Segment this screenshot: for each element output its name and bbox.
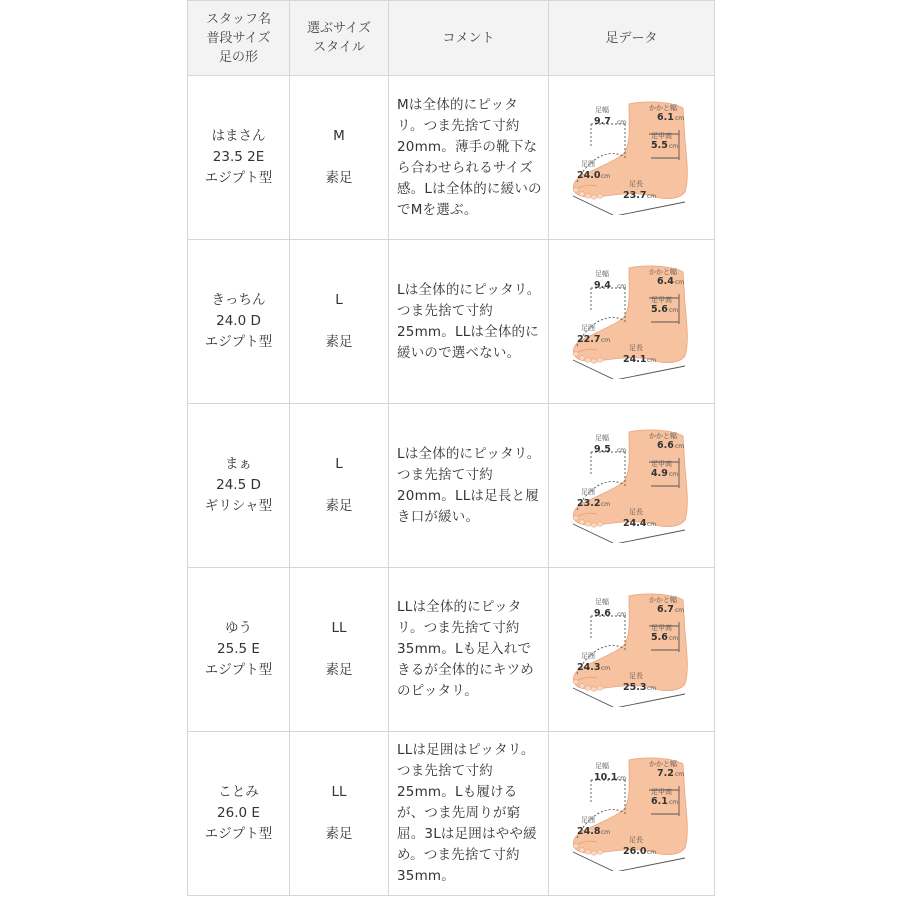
girth-unit: cm	[600, 501, 610, 508]
length-value: 24.1	[622, 354, 646, 365]
instep-value: 6.1	[650, 796, 668, 807]
comment-cell: LLは全体的にピッタリ。つま先捨て寸約35mm。Lも足入れできるが全体的にキツめのピッタリ。	[389, 568, 549, 732]
length-value: 25.3	[622, 682, 646, 693]
heel-unit: cm	[674, 607, 684, 614]
length-label: 足長	[628, 672, 643, 680]
instep-label: 足甲高	[650, 132, 672, 140]
width-value: 9.4	[593, 280, 611, 291]
heel-unit: cm	[674, 115, 684, 122]
size-style-cell	[290, 404, 389, 568]
staff-cell: ことみ 26.0 E エジプト型	[188, 732, 290, 896]
foot-diagram	[567, 756, 697, 871]
instep-unit: cm	[668, 143, 678, 150]
width-label: 足幅	[594, 106, 609, 114]
foot-diagram	[567, 428, 697, 543]
table-row	[188, 240, 715, 404]
table-row	[188, 76, 715, 240]
instep-value: 4.9	[650, 468, 668, 479]
width-label: 足幅	[594, 598, 609, 606]
heel-label: かかと幅	[648, 596, 677, 604]
size-value: LL	[331, 620, 347, 636]
instep-value: 5.6	[650, 632, 668, 643]
foot-data-cell	[549, 240, 715, 404]
header-comment: コメント	[389, 1, 549, 76]
width-value: 9.7	[593, 116, 611, 127]
length-label: 足長	[628, 180, 643, 188]
comment-cell: Lは全体的にピッタリ。つま先捨て寸約20mm。LLは足長と履き口が緩い。	[389, 404, 549, 568]
girth-unit: cm	[600, 829, 610, 836]
girth-unit: cm	[600, 665, 610, 672]
girth-value: 23.2	[576, 498, 600, 509]
staff-cell: きっちん 24.0 D エジプト型	[188, 240, 290, 404]
foot-data-cell	[549, 732, 715, 896]
width-unit: cm	[616, 119, 626, 126]
size-value: LL	[331, 784, 347, 800]
width-value: 9.5	[593, 444, 611, 455]
instep-label: 足甲高	[650, 460, 672, 468]
table-row	[188, 568, 715, 732]
width-label: 足幅	[594, 762, 609, 770]
foot-data-cell	[549, 568, 715, 732]
girth-unit: cm	[600, 337, 610, 344]
foot-diagram	[567, 100, 697, 215]
width-unit: cm	[616, 283, 626, 290]
style-value: 素足	[325, 662, 353, 678]
girth-label: 足囲	[580, 160, 595, 168]
size-value: L	[335, 456, 343, 472]
length-value: 24.4	[622, 518, 646, 529]
heel-label: かかと幅	[648, 432, 677, 440]
width-unit: cm	[616, 775, 626, 782]
header-size-style: 選ぶサイズ スタイル	[290, 1, 389, 76]
width-unit: cm	[616, 447, 626, 454]
heel-value: 7.2	[656, 768, 674, 779]
width-unit: cm	[616, 611, 626, 618]
instep-unit: cm	[668, 471, 678, 478]
size-style-cell	[290, 568, 389, 732]
length-unit: cm	[646, 193, 656, 200]
staff-cell: はまさん 23.5 2E エジプト型	[188, 76, 290, 240]
length-unit: cm	[646, 357, 656, 364]
girth-value: 24.0	[576, 170, 600, 181]
foot-data-cell	[549, 76, 715, 240]
instep-label: 足甲高	[650, 296, 672, 304]
girth-unit: cm	[600, 173, 610, 180]
table-row	[188, 404, 715, 568]
staff-cell: まぁ 24.5 D ギリシャ型	[188, 404, 290, 568]
heel-value: 6.1	[656, 112, 674, 123]
girth-label: 足囲	[580, 488, 595, 496]
style-value: 素足	[325, 334, 353, 350]
instep-label: 足甲高	[650, 624, 672, 632]
comment-cell: Lは全体的にピッタリ。つま先捨て寸約25mm。LLは全体的に緩いので選べない。	[389, 240, 549, 404]
foot-diagram	[567, 592, 697, 707]
width-value: 10.1	[593, 772, 617, 783]
length-value: 23.7	[622, 190, 646, 201]
foot-data-cell	[549, 404, 715, 568]
size-style-cell	[290, 240, 389, 404]
instep-unit: cm	[668, 799, 678, 806]
size-value: L	[335, 292, 343, 308]
heel-unit: cm	[674, 771, 684, 778]
heel-value: 6.4	[656, 276, 674, 287]
instep-unit: cm	[668, 307, 678, 314]
width-label: 足幅	[594, 434, 609, 442]
comment-cell: LLは足囲はピッタリ。つま先捨て寸約25mm。Lも履けるが、つま先周りが窮屈。3Lは足囲はやや緩め。つま先捨て寸約35mm。	[389, 732, 549, 896]
instep-value: 5.6	[650, 304, 668, 315]
instep-unit: cm	[668, 635, 678, 642]
size-value: M	[333, 128, 345, 144]
length-unit: cm	[646, 685, 656, 692]
length-label: 足長	[628, 836, 643, 844]
size-style-cell	[290, 76, 389, 240]
style-value: 素足	[325, 826, 353, 842]
style-value: 素足	[325, 498, 353, 514]
foot-diagram	[567, 264, 697, 379]
table-row	[188, 732, 715, 896]
size-table	[187, 0, 715, 896]
girth-label: 足囲	[580, 816, 595, 824]
length-value: 26.0	[622, 846, 646, 857]
girth-label: 足囲	[580, 652, 595, 660]
length-label: 足長	[628, 508, 643, 516]
heel-label: かかと幅	[648, 268, 677, 276]
style-value: 素足	[325, 170, 353, 186]
length-unit: cm	[646, 521, 656, 528]
width-value: 9.6	[593, 608, 611, 619]
table-header-row	[188, 1, 715, 76]
width-label: 足幅	[594, 270, 609, 278]
instep-value: 5.5	[650, 140, 668, 151]
heel-label: かかと幅	[648, 104, 677, 112]
heel-label: かかと幅	[648, 760, 677, 768]
girth-value: 22.7	[576, 334, 600, 345]
heel-unit: cm	[674, 279, 684, 286]
size-style-cell	[290, 732, 389, 896]
length-label: 足長	[628, 344, 643, 352]
heel-value: 6.6	[656, 440, 674, 451]
girth-value: 24.8	[576, 826, 600, 837]
girth-label: 足囲	[580, 324, 595, 332]
girth-value: 24.3	[576, 662, 600, 673]
staff-cell: ゆう 25.5 E エジプト型	[188, 568, 290, 732]
heel-value: 6.7	[656, 604, 674, 615]
instep-label: 足甲高	[650, 788, 672, 796]
header-staff: スタッフ名 普段サイズ 足の形	[188, 1, 290, 76]
header-foot-data: 足データ	[549, 1, 715, 76]
heel-unit: cm	[674, 443, 684, 450]
comment-cell: Mは全体的にピッタリ。つま先捨て寸約20mm。薄手の靴下なら合わせられるサイズ感。Lは全体的に緩いのでMを選ぶ。	[389, 76, 549, 240]
length-unit: cm	[646, 849, 656, 856]
